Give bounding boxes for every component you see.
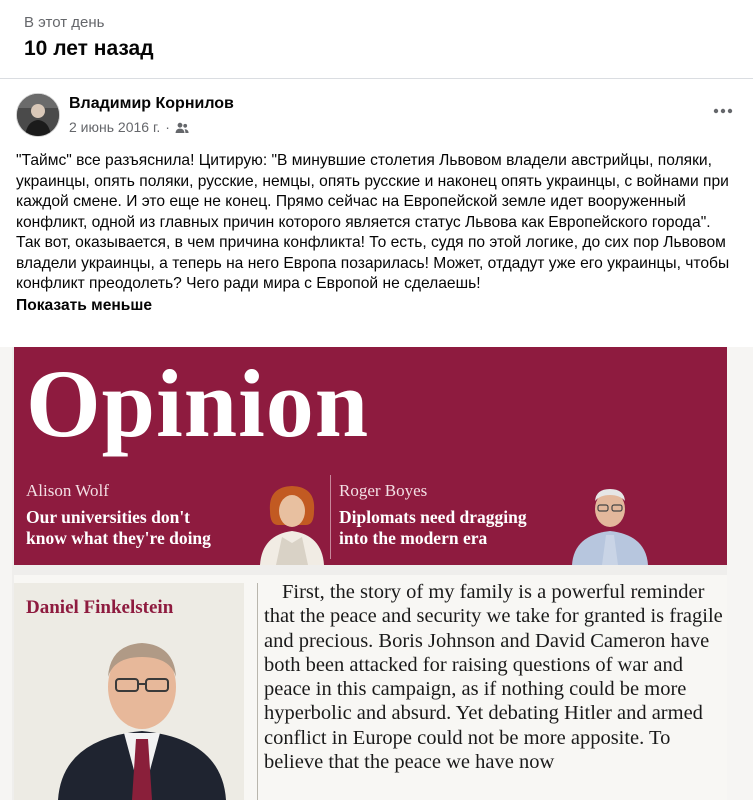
memory-title: 10 лет назад [24,37,154,60]
columnist-right-portrait [570,479,650,565]
byline-name: Daniel Finkelstein [26,597,174,618]
columnist-left-portrait [256,481,328,565]
columnist-right-headline: Diplomats need dragging into the modern era [339,507,527,548]
show-less-link[interactable]: Показать меньше [16,296,153,314]
post-date[interactable]: 2 июнь 2016 г. [69,119,161,135]
meta-separator: · [165,119,170,135]
memory-kicker: В этот день [24,14,105,31]
columnist-left [26,481,211,549]
more-horizontal-icon[interactable] [709,101,737,121]
post-photo[interactable] [0,347,753,800]
author-name[interactable]: Владимир Корнилов [69,95,234,112]
article-divider [257,583,258,800]
avatar[interactable] [16,93,60,137]
byline-box [14,583,244,800]
memory-header [0,0,753,79]
columnist-right [339,481,527,549]
photo-edge [727,347,753,800]
post-paragraph-1: "Таймс" все разъяснила! Цитирую: "В минувшие столетия Львовом владели австрийцы, поляки, украинцы, опять поляки, русские, немцы, опять русские и наконец опять украинцы, с войнами при каждой смене. И это еще не конец. Прямо сейчас на Европейской земле идет вооруженный конфликт, одной из главных причин которого является статус Львова как Европейского города". [16,152,729,231]
friends-icon[interactable] [175,121,189,133]
columnist-left-name: Alison Wolf [26,481,109,500]
photo-edge [0,347,12,800]
opinion-banner [14,347,727,565]
columnist-left-headline: Our universities don't know what they're doing [26,507,211,548]
post-paragraph-2: Так вот, оказывается, в чем причина конфликта! То есть, судя по этой логике, до сих пор Львовом владели украинцы, а теперь на него Европа позарилась! Может, отдадут уже его украинцы, чтобы конфликт преодолеть? Чего ради мира с Европой не сделаешь! [16,234,730,292]
columnist-right-name: Roger Boyes [339,481,428,500]
article-text: First, the story of my family is a powerful reminder that the peace and security we take for granted is fragile and precious. Boris Johnson and David Cameron have both been attacked for raising questions of war and peace in this campaign, as if nothing could be more hyperbolic and absurd. Yet debating Hitler and armed conflict in Europe could not be more apposite. To believe that the peace we have now [264,581,723,774]
article-area [14,575,727,800]
opinion-title: Opinion [26,350,370,457]
byline-portrait [54,627,230,800]
post-meta [69,119,189,135]
columnist-divider [330,475,331,559]
post-text [16,151,736,316]
post-card [0,79,753,800]
